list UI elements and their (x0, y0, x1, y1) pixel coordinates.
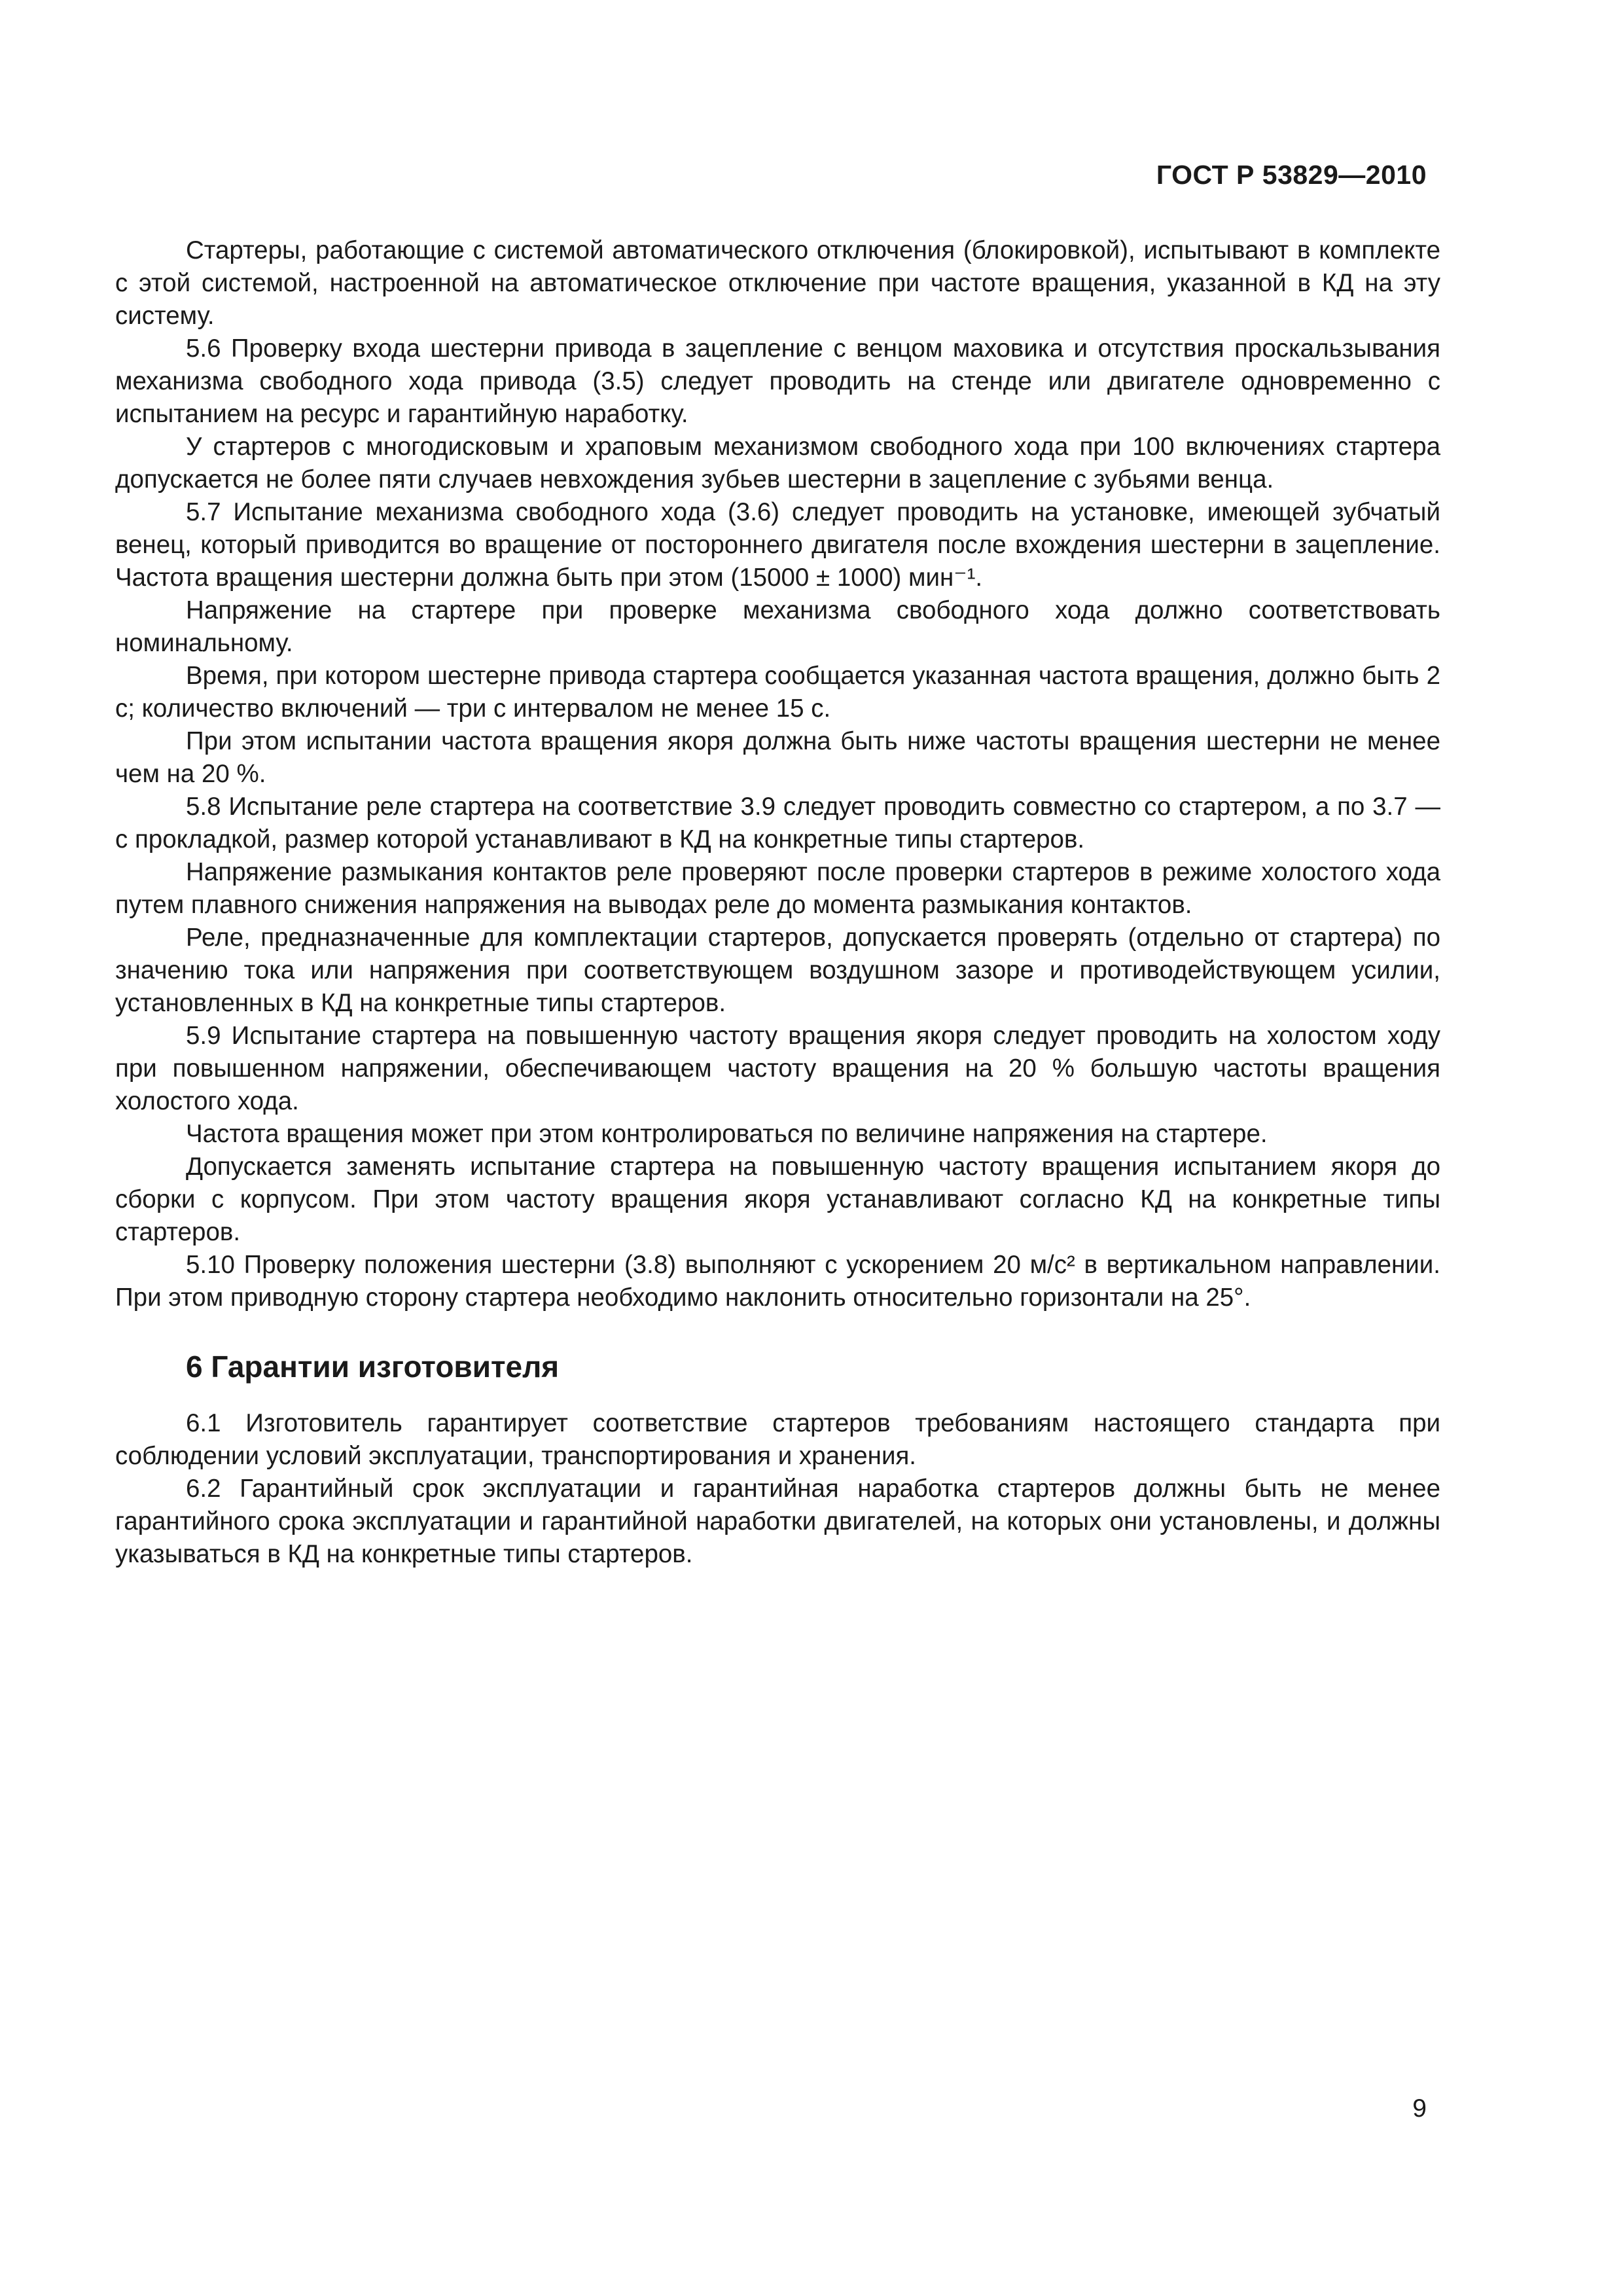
page-number: 9 (1412, 2094, 1427, 2123)
section-heading: 6 Гарантии изготовителя (186, 1350, 560, 1384)
paragraph: Стартеры, работающие с системой автоматического отключения (блокировкой), испытывают в комплекте с этой системой, настроенной на автоматическое отключение при частоте вращения, указанной в КД на эту систему. (115, 236, 1440, 330)
paragraph-5-7: 5.7 Испытание механизма свободного хода (3.6) следует проводить на установке, имеющей зубчатый венец, который приводится во вращение от постороннего двигателя после вхождения шестерни в зацепление. Частота вращения шестерни должна быть при этом (15000 ± 1000) мин⁻¹. (115, 498, 1440, 592)
paragraph-5-9: 5.9 Испытание стартера на повышенную частоту вращения якоря следует проводить на холостом ходу при повышенном напряжении, обеспечивающем частоту вращения на 20 % большую частоты вращения холостого хода. (115, 1022, 1440, 1115)
document-header-standard-id: ГОСТ Р 53829—2010 (1156, 160, 1427, 190)
paragraph-5-8: 5.8 Испытание реле стартера на соответствие 3.9 следует проводить совместно со стартером, а по 3.7 — с прокладкой, размер которой устанавливают в КД на конкретные типы стартеров. (115, 793, 1440, 853)
document-body (115, 234, 1440, 1571)
paragraph-5-10: 5.10 Проверку положения шестерни (3.8) выполняют с ускорением 20 м/с² в вертикальном направлении. При этом приводную сторону стартера необходимо наклонить относительно горизонтали на 25°. (115, 1251, 1440, 1312)
paragraph: Напряжение на стартере при проверке механизма свободного хода должно соответствовать номинальному. (115, 596, 1440, 657)
paragraph: Время, при котором шестерне привода стартера сообщается указанная частота вращения, должно быть 2 с; количество включений — три с интервалом не менее 15 с. (115, 662, 1440, 723)
paragraph: Допускается заменять испытание стартера на повышенную частоту вращения испытанием якоря до сборки с корпусом. При этом частоту вращения якоря устанавливают согласно КД на конкретные типы стартеров. (115, 1153, 1440, 1246)
paragraph-6-1: 6.1 Изготовитель гарантирует соответствие стартеров требованиям настоящего стандарта при соблюдении условий эксплуатации, транспортирования и хранения. (115, 1409, 1440, 1470)
paragraph: При этом испытании частота вращения якоря должна быть ниже частоты вращения шестерни не менее чем на 20 %. (115, 727, 1440, 788)
paragraph: У стартеров с многодисковым и храповым механизмом свободного хода при 100 включениях стартера допускается не более пяти случаев невхождения зубьев шестерни в зацепление с зубьями венца. (115, 433, 1440, 493)
paragraph: Частота вращения может при этом контролироваться по величине напряжения на стартере. (186, 1120, 1268, 1148)
paragraph: Напряжение размыкания контактов реле проверяют после проверки стартеров в режиме холостого хода путем плавного снижения напряжения на выводах реле до момента размыкания контактов. (115, 858, 1440, 919)
paragraph: Реле, предназначенные для комплектации стартеров, допускается проверять (отдельно от стартера) по значению тока или напряжения при соответствующем воздушном зазоре и противодействующем усилии, установленных в КД на конкретные типы стартеров. (115, 924, 1440, 1017)
paragraph-6-2: 6.2 Гарантийный срок эксплуатации и гарантийная наработка стартеров должны быть не менее гарантийного срока эксплуатации и гарантийной наработки двигателей, на которых они установлены, и должны указываться в КД на конкретные типы стартеров. (115, 1475, 1440, 1568)
paragraph-5-6: 5.6 Проверку входа шестерни привода в зацепление с венцом маховика и отсутствия проскальзывания механизма свободного хода привода (3.5) следует проводить на стенде или двигателе одновременно с испытанием на ресурс и гарантийную наработку. (115, 334, 1440, 428)
